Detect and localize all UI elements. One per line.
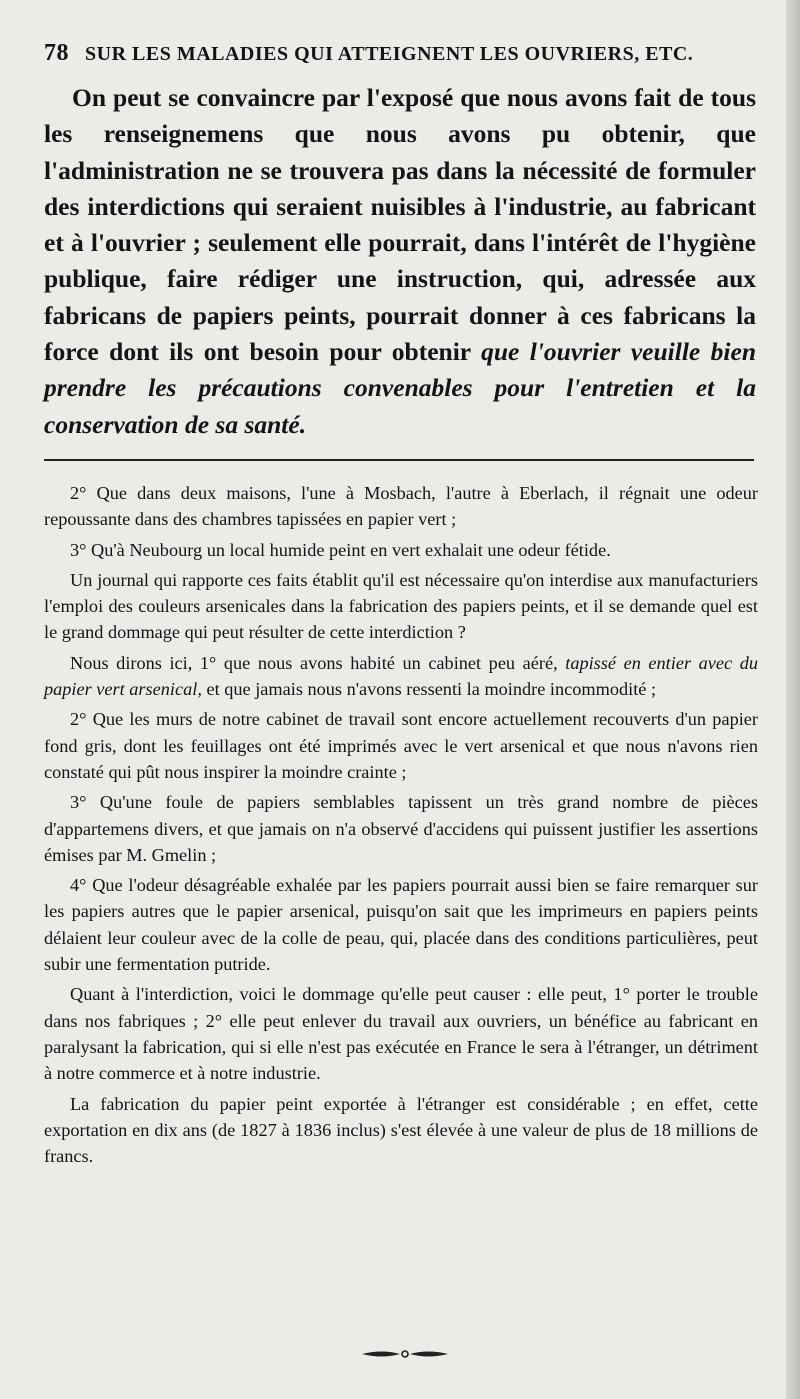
footnote-separator-rule <box>44 459 754 461</box>
note-paragraph: 3° Qu'à Neubourg un local humide peint en vert exhalait une odeur fétide. <box>70 539 611 560</box>
main-paragraph-block <box>44 80 756 443</box>
page-number: 78 <box>44 40 69 66</box>
note-paragraph: 2° Que les murs de notre cabinet de travail sont encore actuellement recouverts d'un papier fond gris, dont les feuillages ont été imprimés avec le vert arsenical et que nous n'avons rien constaté qui pût nous inspirer la moindre crainte ; <box>44 709 758 782</box>
running-header <box>44 40 760 67</box>
note-paragraph <box>44 650 758 703</box>
note-paragraph: 4° Que l'odeur désagréable exhalée par les papiers pourrait aussi bien se faire remarquer sur les papiers autres que le papier arsenical, puisqu'on sait que les imprimeurs en papiers peints délaient leur couleur avec de la colle de peau, qui, placée dans des conditions particulières, peut subir une fermentation putride. <box>44 875 758 975</box>
main-paragraph <box>44 80 756 443</box>
main-paragraph-text: On peut se convaincre par l'exposé que nous avons fait de tous les renseignemens que nous avons pu obtenir, que l'administration ne se trouvera pas dans la nécessité de formuler des interdictions qui seraient nuisibles à l'industrie, au fabricant et à l'ouvrier ; seulement elle pourrait, dans l'intérêt de l'hygiène publique, faire rédiger une instruction, qui, adressée aux fabricans de papiers peints, pourrait donner à ces fabricans la force dont ils ont besoin pour obtenir <box>44 83 756 367</box>
note-italic-text: tapissé en entier avec du papier vert arsenical, <box>44 652 758 700</box>
note-paragraph: Un journal qui rapporte ces faits établit qu'il est nécessaire qu'on interdise aux manufacturiers l'emploi des couleurs arsenicales dans la fabrication des papiers peints, et il se demande quel est le grand dommage qui peut résulter de cette interdiction ? <box>44 569 758 643</box>
end-ornament-icon <box>360 1347 450 1361</box>
note-text: Nous dirons ici, 1° que nous avons habité un cabinet peu aéré, <box>70 652 558 673</box>
footnote-block <box>44 480 758 1173</box>
note-paragraph: 2° Que dans deux maisons, l'une à Mosbach, l'autre à Eberlach, il régnait une odeur repoussante dans des chambres tapissées en papier vert ; <box>44 483 758 530</box>
note-paragraph: Quant à l'interdiction, voici le dommage qu'elle peut causer : elle peut, 1° porter le trouble dans nos fabriques ; 2° elle peut enlever du travail aux ouvriers, un bénéfice au fabricant en paralysant la fabrication, qui si elle n'est pas exécutée en France le sera à l'étranger, un détriment à notre commerce et à notre industrie. <box>44 984 758 1084</box>
main-paragraph-italic: que l'ouvrier veuille bien prendre les précautions convenables pour l'entretien et la conservation de sa santé. <box>44 337 756 439</box>
page-edge-shadow <box>786 0 800 1399</box>
note-paragraph: La fabrication du papier peint exportée à l'étranger est considérable ; en effet, cette exportation en dix ans (de 1827 à 1836 inclus) s'est élevée à une valeur de plus de 18 millions de francs. <box>44 1093 758 1167</box>
note-paragraph: 3° Qu'une foule de papiers semblables tapissent un très grand nombre de pièces d'appartemens divers, et que jamais on n'a observé d'accidens qui puissent justifier les assertions émises par M. Gmelin ; <box>44 792 758 865</box>
note-text: et que jamais nous n'avons ressenti la moindre incommodité ; <box>206 679 657 700</box>
running-title: SUR LES MALADIES QUI ATTEIGNENT LES OUVRIERS, ETC. <box>85 43 694 65</box>
